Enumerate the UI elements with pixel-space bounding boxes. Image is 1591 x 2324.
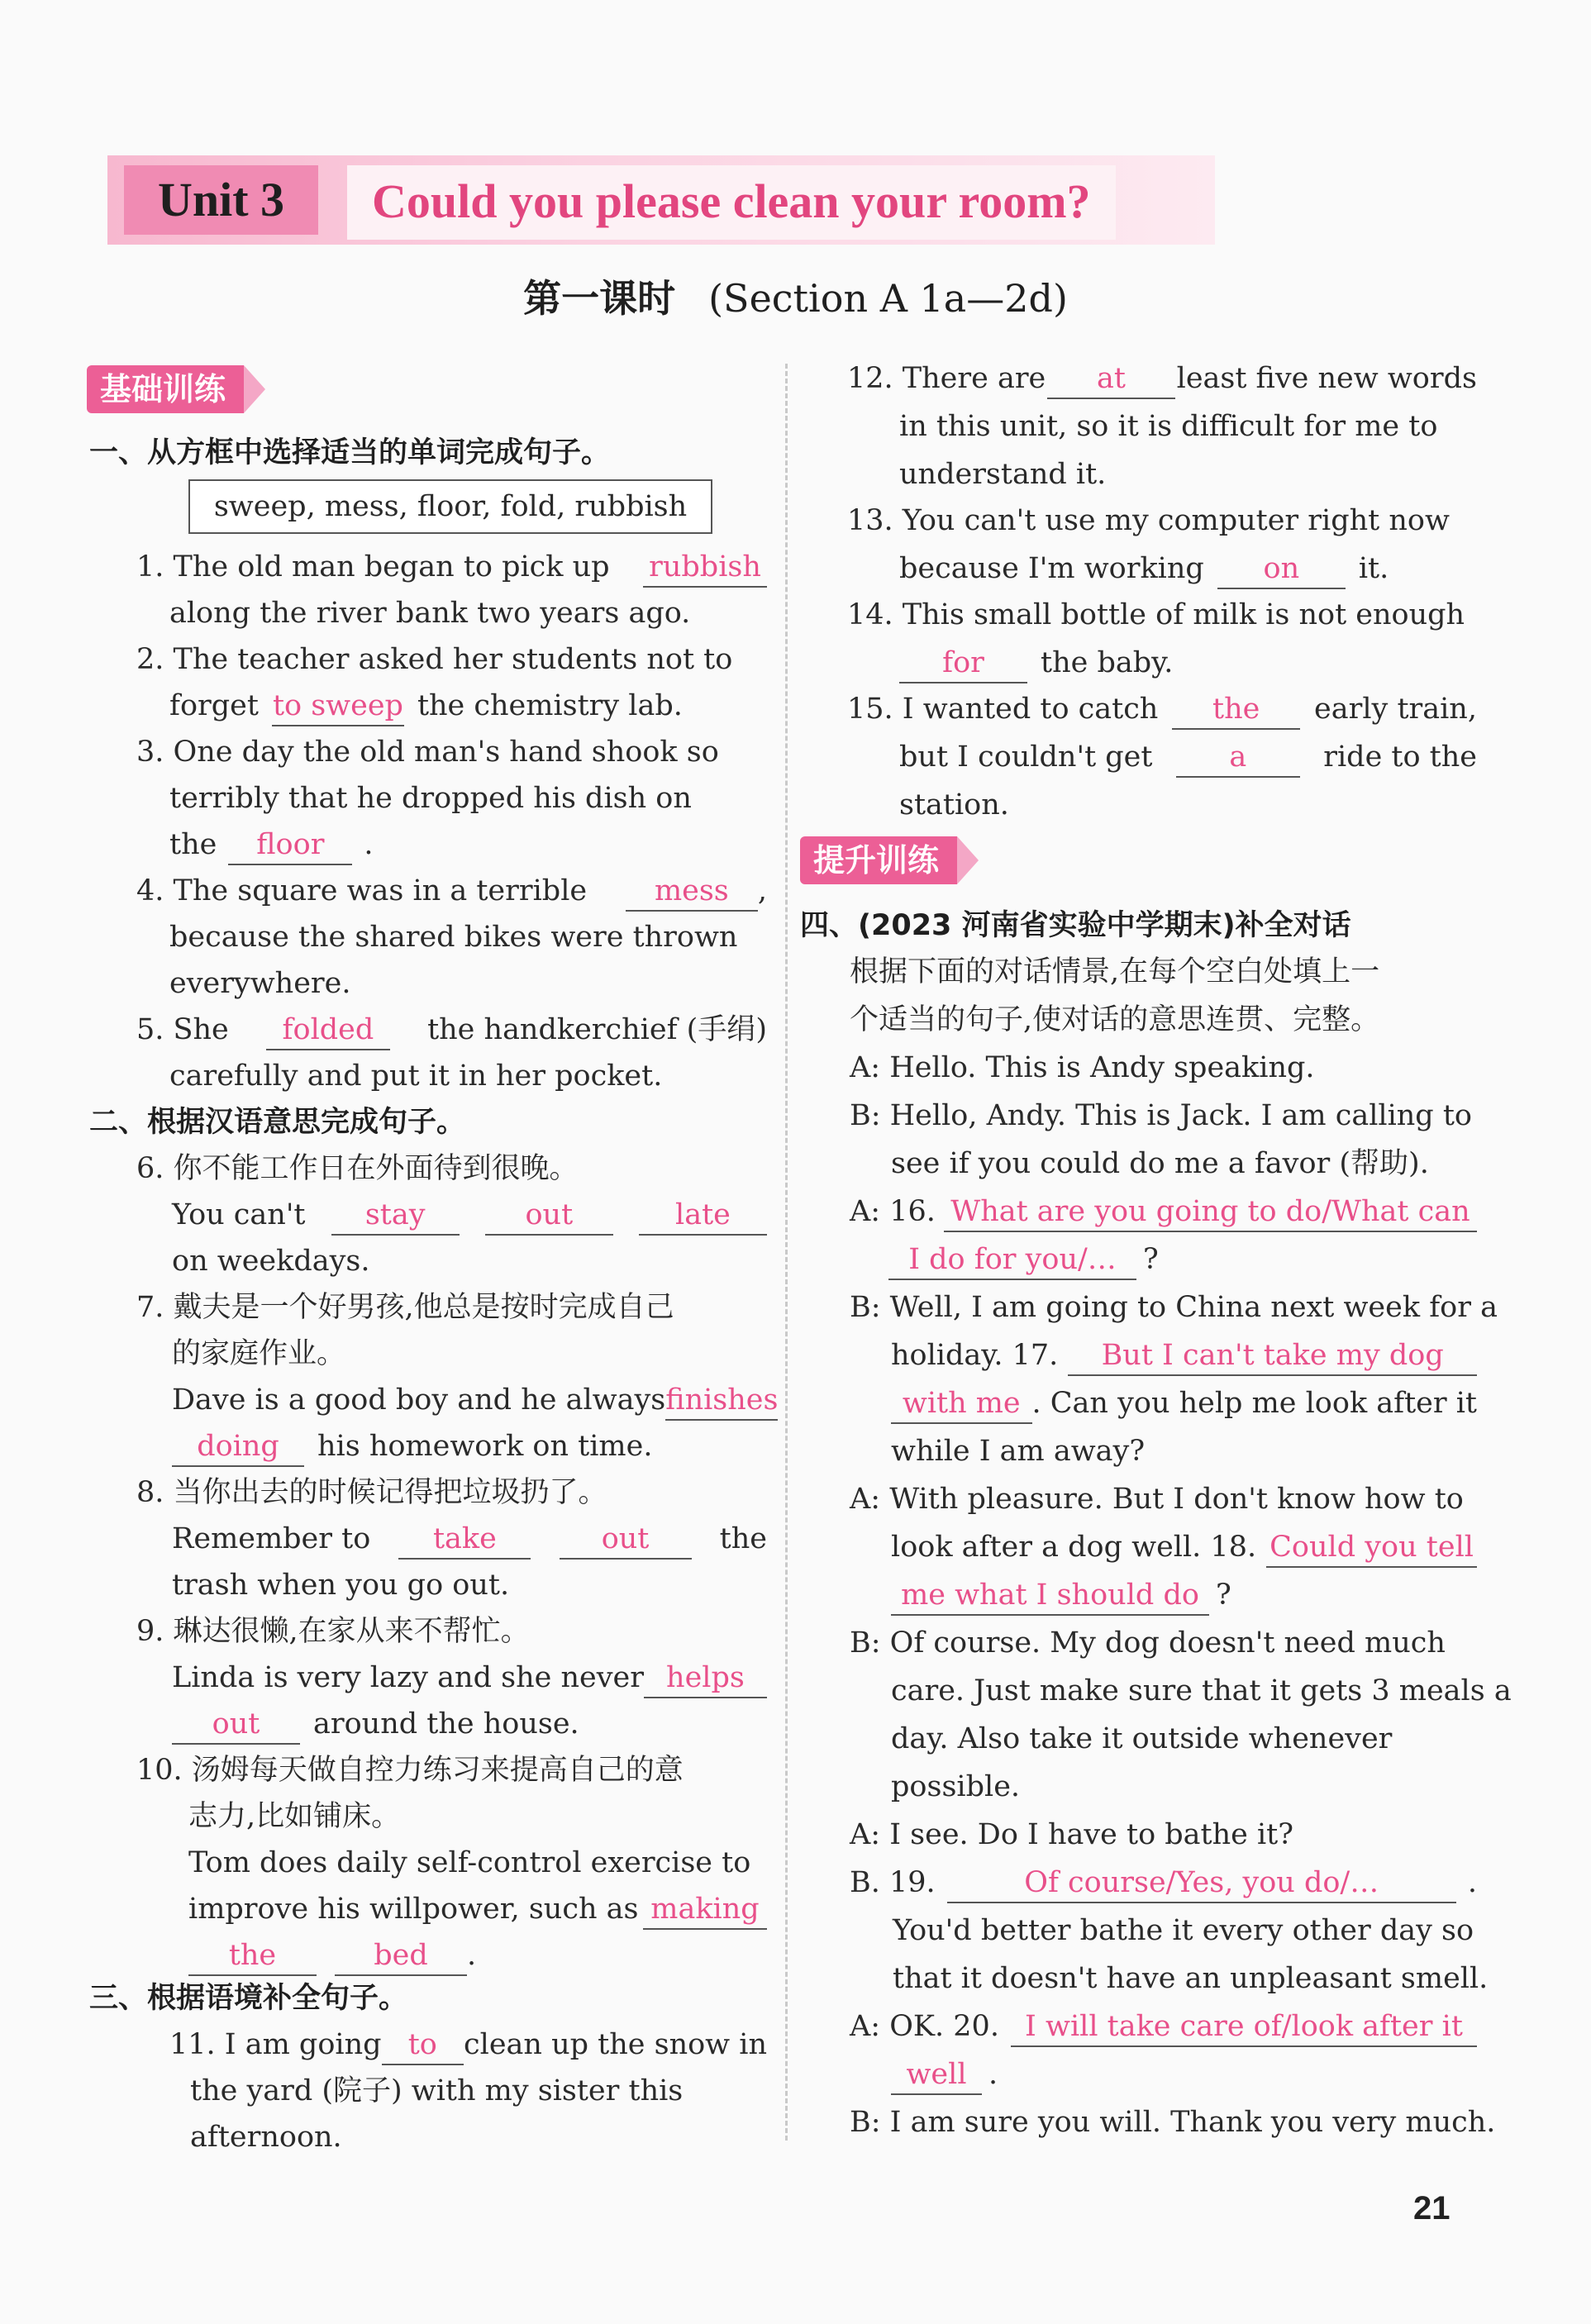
answer-blank: helps [644,1659,767,1698]
dialog-line: You'd better bathe it every other day so [893,1914,1474,1947]
answer-blank: stay [331,1196,460,1236]
q1-line-1: 1. The old man began to pick up rubbish [136,544,767,590]
answer-blank: me what I should do [891,1576,1209,1616]
q8-line-2: trash when you go out. [172,1569,510,1602]
section-1-heading: 一、从方框中选择适当的单词完成句子。 [89,436,611,469]
dialog-line: A: Hello. This is Andy speaking. [850,1051,1315,1084]
answer-blank: finishes [665,1381,778,1421]
dialog-line-18b: me what I should do ? [891,1572,1231,1618]
dialog-line: day. Also take it outside whenever [891,1722,1393,1755]
answer-blank: the [188,1936,317,1976]
lesson-section: (Section A 1a—2d) [708,276,1068,321]
unit-title: Could you please clean your room? [347,165,1116,240]
section-3-heading: 三、根据语境补全句子。 [89,1982,408,2015]
q10-line-1: Tom does daily self-control exercise to [188,1846,751,1879]
q9-line-1: Linda is very lazy and she never helps [172,1655,767,1701]
q12-line-2: in this unit, so it is difficult for me to [899,410,1438,443]
answer-blank: late [639,1196,767,1236]
dialog-intro-2: 个适当的句子,使对话的意思连贯、完整。 [850,1003,1380,1036]
dialog-line: A: With pleasure. But I don't know how to [850,1483,1464,1516]
answer-blank: folded [266,1011,390,1050]
answer-blank: take [398,1520,531,1560]
dialog-line: care. Just make sure that it gets 3 meals a [891,1674,1512,1707]
answer-blank: bed [335,1936,467,1976]
section-4-heading: 四、(2023 河南省实验中学期末)补全对话 [800,909,1351,942]
q10-chinese-2: 志力,比如铺床。 [188,1800,401,1833]
q3-line-2: terribly that he dropped his dish on [169,782,692,815]
q3-line-1: 3. One day the old man's hand shook so [136,736,719,769]
q7-chinese-2: 的家庭作业。 [172,1337,346,1370]
q10-chinese-1: 10. 汤姆每天做自控力练习来提高自己的意 [136,1754,684,1787]
dialog-line: B: Hello, Andy. This is Jack. I am calling to [850,1099,1472,1132]
answer-blank: a [1176,738,1300,778]
answer-blank: floor [228,826,352,865]
q6-line-2: on weekdays. [172,1245,370,1278]
q11-line-2: the yard (院子) with my sister this [190,2074,684,2107]
q15-line-2: but I couldn't get a ride to the [899,734,1477,780]
answer-blank: mess [626,872,758,912]
q15-line-3: station. [899,788,1009,821]
q1-line-2: along the river bank two years ago. [169,597,691,630]
unit-label: Unit 3 [124,165,318,235]
q8-line-1: Remember to take out the [172,1516,767,1562]
dialog-line: B: I am sure you will. Thank you very much. [850,2106,1496,2139]
answer-blank: rubbish [643,548,767,588]
q13-line-2: because I'm working on it. [899,545,1389,592]
dialog-line: B: Of course. My dog doesn't need much [850,1626,1446,1660]
dialog-line: A: I see. Do I have to bathe it? [850,1818,1294,1851]
q6-chinese: 6. 你不能工作日在外面待到很晚。 [136,1152,579,1185]
dialog-line-19: B. 19. Of course/Yes, you do/… . [850,1860,1477,1906]
q14-line-1: 14. This small bottle of milk is not enough [847,598,1465,631]
section-2-heading: 二、根据汉语意思完成句子。 [89,1106,466,1139]
dialog-line: while I am away? [891,1435,1146,1468]
q14-line-2: for the baby. [899,640,1173,686]
q4-line-2: because the shared bikes were thrown [169,921,738,954]
answer-blank: to sweep [272,687,404,726]
answer-blank: with me [891,1384,1032,1424]
q12-line-3: understand it. [899,458,1107,491]
answer-blank: out [485,1196,613,1236]
answer-blank: out [560,1520,692,1560]
answer-blank: the [1172,690,1300,730]
q2-line-1: 2. The teacher asked her students not to [136,643,733,676]
dialog-line-17: holiday. 17. But I can't take my dog [891,1332,1477,1379]
page-number: 21 [1413,2190,1450,2226]
answer-blank: Of course/Yes, you do/… [947,1864,1456,1903]
q7-line-2: doing his homework on time. [172,1423,652,1469]
tag-advanced-training: 提升训练 [800,836,957,884]
answer-blank: Could you tell [1266,1528,1477,1568]
answer-blank: making [643,1890,767,1930]
q9-chinese: 9. 琳达很懒,在家从来不帮忙。 [136,1615,530,1648]
q7-chinese-1: 7. 戴夫是一个好男孩,他总是按时完成自己 [136,1291,674,1324]
q9-line-2: out around the house. [172,1701,579,1747]
q10-line-2: improve his willpower, such as making [188,1886,767,1932]
q11-line-3: afternoon. [190,2121,342,2154]
dialog-line-20: A: OK. 20. I will take care of/look after it [850,2003,1477,2050]
lesson-number: 第一课时 [523,276,676,321]
answer-blank: But I can't take my dog [1068,1336,1477,1376]
dialog-intro-1: 根据下面的对话情景,在每个空白处填上一 [850,955,1380,988]
answer-blank: well [891,2055,982,2095]
q3-line-3: the floor . [169,821,373,868]
answer-blank: out [172,1705,300,1745]
dialog-line-17b: with me . Can you help me look after it [891,1380,1477,1426]
q4-line-1: 4. The square was in a terrible mess , [136,868,767,914]
dialog-line-20b: well . [891,2051,998,2098]
q5-line-1: 5. She folded the handkerchief (手绢) [136,1007,767,1053]
dialog-line: B: Well, I am going to China next week for a [850,1291,1498,1324]
q6-line-1: You can't stay out late [172,1192,767,1238]
dialog-line: possible. [891,1770,1021,1803]
q4-line-3: everywhere. [169,967,351,1000]
dialog-line-16b: I do for you/… ? [888,1236,1159,1283]
answer-blank: I do for you/… [888,1241,1136,1280]
lesson-title [0,269,1591,323]
q10-line-3: the bed . [188,1932,476,1979]
q2-line-2: forget to sweep the chemistry lab. [169,683,683,729]
q15-line-1: 15. I wanted to catch the early train, [847,686,1477,732]
q8-chinese: 8. 当你出去的时候记得把垃圾扔了。 [136,1476,607,1509]
answer-blank: to [382,2026,464,2065]
q7-line-1: Dave is a good boy and he always finishes [172,1377,767,1423]
answer-blank: at [1047,360,1175,399]
answer-blank: doing [172,1427,304,1467]
answer-blank: I will take care of/look after it [1011,2007,1477,2047]
q5-line-2: carefully and put it in her pocket. [169,1060,663,1093]
answer-blank: for [899,644,1027,683]
dialog-line: that it doesn't have an unpleasant smell. [893,1962,1489,1995]
answer-blank: What are you going to do/What can [944,1193,1477,1232]
dialog-line: see if you could do me a favor (帮助). [891,1147,1429,1180]
q12-line-1: 12. There are at least five new words [847,355,1477,402]
word-box: sweep, mess, floor, fold, rubbish [188,479,712,534]
column-divider [785,364,788,2141]
q11-line-1: 11. I am going to clean up the snow in [169,2022,767,2068]
tag-basic-training: 基础训练 [87,365,244,413]
q13-line-1: 13. You can't use my computer right now [847,504,1450,537]
dialog-line-16: A: 16. What are you going to do/What can [850,1188,1477,1235]
dialog-line-18: look after a dog well. 18. Could you tell [891,1524,1477,1570]
answer-blank: on [1217,550,1346,589]
